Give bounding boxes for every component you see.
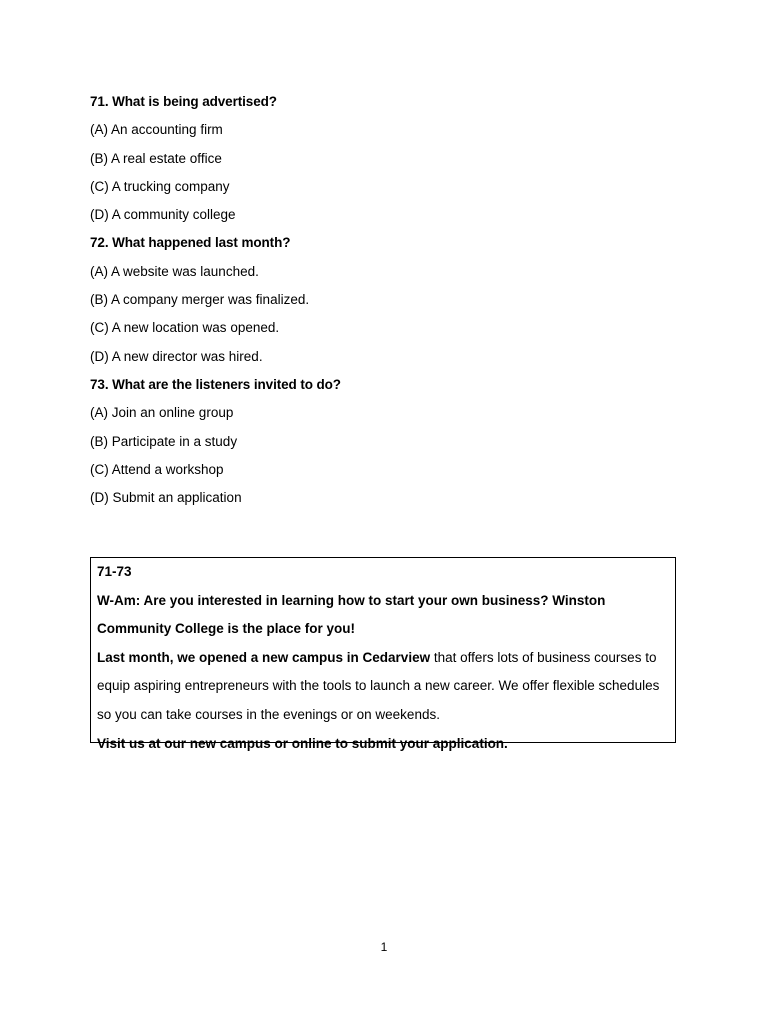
option-72-d: (D) A new director was hired. — [90, 348, 263, 364]
page-number: 1 — [380, 940, 388, 954]
option-72-c: (C) A new location was opened. — [90, 320, 280, 336]
question-73: 73. What are the listeners invited to do? — [90, 376, 341, 392]
transcript-normal-part: that offers lots of business courses to equip aspiring entrepreneurs with the tools to launch a new career. We offer flexible schedules so you can take courses in the evenings or on weekends. — [97, 649, 660, 722]
option-73-a: (A) Join an online group — [90, 405, 234, 421]
option-71-d: (D) A community college — [90, 207, 236, 223]
transcript-bold-part: Last month, we opened a new campus in Cedarview — [97, 649, 431, 665]
option-71-a: (A) An accounting firm — [90, 122, 223, 138]
option-72-a: (A) A website was launched. — [90, 263, 259, 279]
option-73-d: (D) Submit an application — [90, 490, 242, 506]
question-list — [90, 88, 678, 512]
option-73-c: (C) Attend a workshop — [90, 461, 224, 477]
option-73-b: (B) Participate in a study — [90, 433, 238, 449]
question-72: 72. What happened last month? — [90, 235, 291, 251]
transcript-intro: W-Am: Are you interested in learning how to start your own business? Winston Community College is the place for you! — [97, 592, 606, 637]
transcript-range: 71-73 — [97, 564, 132, 579]
question-71: 71. What is being advertised? — [90, 94, 277, 109]
option-72-b: (B) A company merger was finalized. — [90, 292, 310, 308]
transcript-closing: Visit us at our new campus or online to submit your application. — [97, 735, 508, 751]
option-71-b: (B) A real estate office — [90, 150, 222, 166]
transcript-box — [90, 557, 676, 751]
option-71-c: (C) A trucking company — [90, 178, 230, 194]
transcript-body — [97, 644, 667, 730]
